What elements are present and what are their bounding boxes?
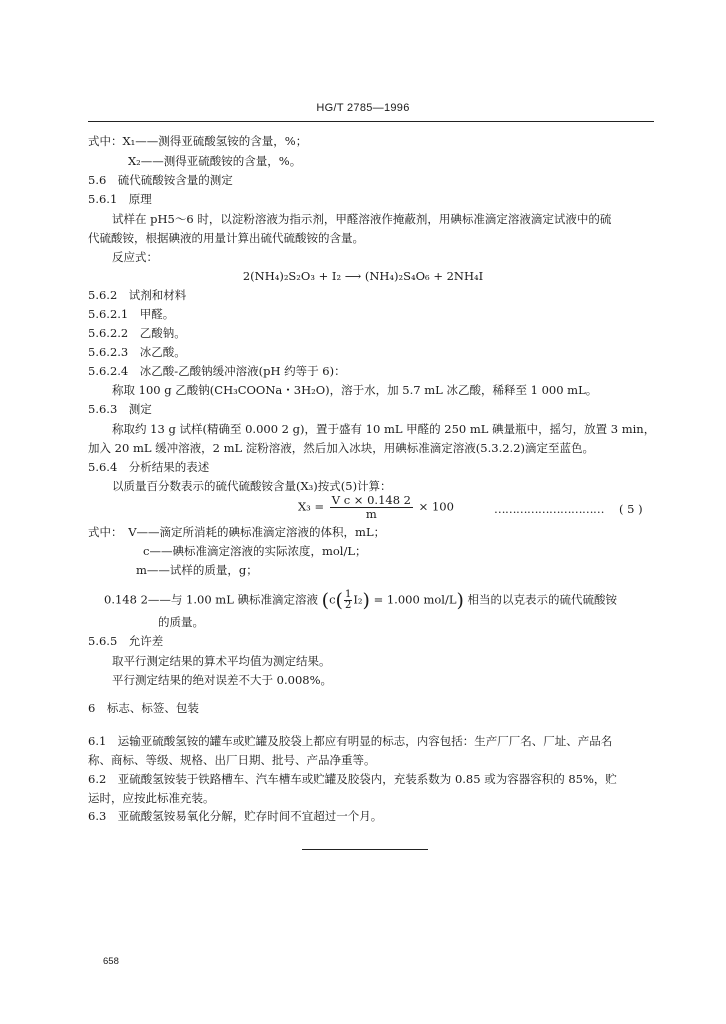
determination-line-1: 称取约 13 g 试样(精确至 0.000 2 g)，置于盛有 10 mL 甲醛的 250 mL 碘量瓶中，摇匀，放置 3 min， [112,422,656,436]
formula-5 [298,494,454,521]
formula-5-lhs: X₃ = [298,499,325,514]
page-number: 658 [103,956,119,967]
left-paren-inner: ( [335,589,343,612]
clause-6-1-line-1: 6.1 运输亚硫酸氢铵的罐车或贮罐及胶袋上都应有明显的标志，内容包括：生产厂厂名、厂址、产品名 [88,734,613,748]
tolerance-line-2: 平行测定结果的绝对误差不大于 0.008%。 [112,673,333,687]
formula-5-leader-dots: ………………………… [494,502,604,516]
calculation-intro: 以质量百分数表示的硫代硫酸铵含量(X₃)按式(5)计算： [112,479,392,493]
clause-6-1-line-2: 称、商标、等级、规格、出厂日期、批号、产品净重等。 [88,753,376,767]
standard-number-header: HG/T 2785—1996 [316,102,410,114]
formula-5-tail: × 100 [418,499,454,514]
section-5-6-1-heading: 5.6.1 原理 [88,192,152,206]
half-numerator: 1 [344,589,352,600]
where-x1: 式中：X₁——测得亚硫酸氢铵的含量，%； [88,134,308,148]
end-rule [302,849,428,850]
reagent-glacial-acetic-acid: 5.6.2.3 冰乙酸。 [88,345,186,359]
section-5-6-2-heading: 5.6.2 试剂和材料 [88,288,187,302]
formula-5-fraction [330,494,413,521]
clause-6-2-line-1: 6.2 亚硫酸氢铵装于铁路槽车、汽车槽车或贮罐及胶袋内，充装系数为 0.85 或为容器容积的 85%，贮 [88,772,617,786]
section-6-heading: 6 标志、标签、包装 [88,701,199,715]
reaction-equation: 2(NH₄)₂S₂O₃ + I₂ ⟶ (NH₄)₂S₄O₆ + 2NH₄I [242,269,484,283]
reaction-label: 反应式： [112,250,158,264]
constant-text: 0.148 2——与 1.00 mL 碘标准滴定溶液 [104,592,319,607]
formula-5-numerator: V c × 0.148 2 [331,493,411,507]
reagent-buffer-solution: 5.6.2.4 冰乙酸-乙酸钠缓冲溶液(pH 约等于 6)： [88,364,346,378]
left-paren: ( [321,589,330,612]
clause-6-3: 6.3 亚硫酸氢铵易氧化分解，贮存时间不宜超过一个月。 [88,809,383,823]
section-5-6-3-heading: 5.6.3 测定 [88,402,152,416]
determination-line-2: 加入 20 mL 缓冲溶液，2 mL 淀粉溶液，然后加入冰块，用碘标准滴定溶液(5.3.2.2)滴定至蓝色。 [88,441,595,455]
where-constant-cont: 的质量。 [158,615,204,629]
right-paren-inner: ) [362,589,370,612]
principle-line-2: 代硫酸铵，根据碘液的用量计算出硫代硫酸铵的含量。 [88,231,364,245]
half-fraction [344,590,352,611]
buffer-preparation: 称取 100 g 乙酸钠(CH₃COONa・3H₂O)，溶于水，加 5.7 mL 冰乙酸，稀释至 1 000 mL。 [112,383,598,397]
where-c: c——碘标准滴定溶液的实际浓度，mol/L； [143,544,367,558]
iodine: I₂ [353,592,363,607]
section-5-6-5-heading: 5.6.5 允许差 [88,634,164,648]
concentration-value: = 1.000 mol/L [373,592,457,607]
clause-6-2-line-2: 运时，应按此标准充装。 [88,791,215,805]
tolerance-line-1: 取平行测定结果的算术平均值为测定结果。 [112,654,331,668]
reagent-formaldehyde: 5.6.2.1 甲醛。 [88,307,175,321]
where-v: 式中： V——滴定所消耗的碘标准滴定溶液的体积，mL； [88,525,386,539]
formula-5-number: ( 5 ) [619,502,643,516]
where-m: m——试样的质量，g； [136,563,258,577]
principle-line-1: 试样在 pH5～6 时，以淀粉溶液为指示剂，甲醛溶液作掩蔽剂，用碘标准滴定溶液滴定试液中的硫 [112,212,612,226]
section-5-6-heading: 5.6 硫代硫酸铵含量的测定 [88,173,233,187]
half-denominator: 2 [344,600,352,611]
conc-c: c [329,592,336,607]
reagent-sodium-acetate: 5.6.2.2 乙酸钠。 [88,326,186,340]
right-paren: ) [456,589,464,612]
header-rule [88,121,654,122]
section-5-6-4-heading: 5.6.4 分析结果的表述 [88,460,210,474]
where-constant [104,590,617,611]
constant-tail: 相当的以克表示的硫代硫酸铵 [467,592,618,607]
where-x2: X₂——测得亚硫酸铵的含量，%。 [128,154,302,168]
formula-5-denominator: m [365,507,377,521]
